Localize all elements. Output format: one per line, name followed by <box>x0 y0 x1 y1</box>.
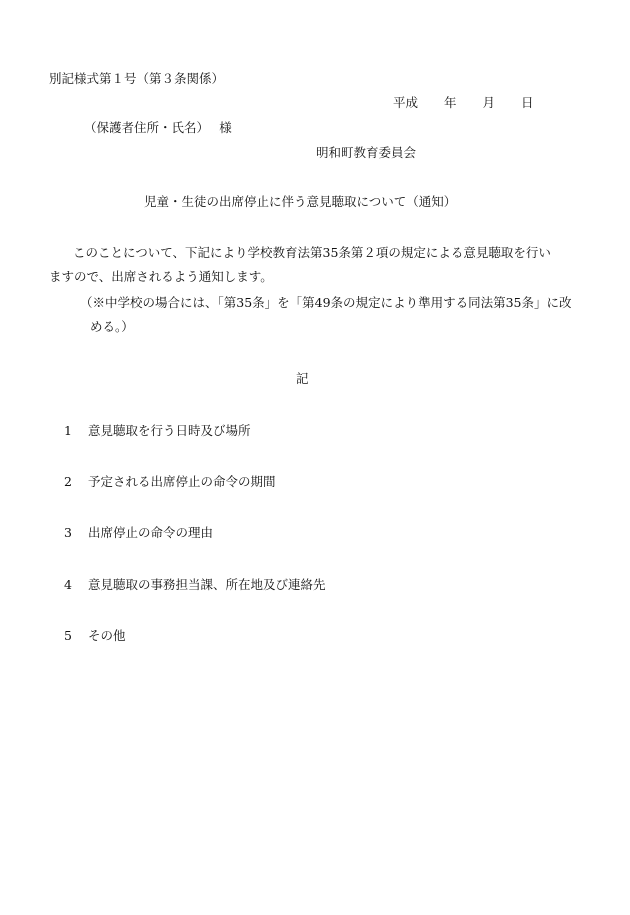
date-month: 月 <box>482 95 496 110</box>
body-line-1: このことについて、下記により学校教育法第35条第２項の規定による意見聴取を行い <box>73 245 551 260</box>
item-number: 2 <box>64 474 72 489</box>
item-number: 5 <box>64 628 72 643</box>
date-day: 日 <box>521 95 534 110</box>
list-item <box>64 425 251 438</box>
item-text: 意見聴取を行う日時及び場所 <box>88 423 251 438</box>
item-text: 意見聴取の事務担当課、所在地及び連絡先 <box>88 577 326 592</box>
list-item <box>64 476 276 489</box>
issuer: 明和町教育委員会 <box>316 145 417 160</box>
date-line <box>393 97 534 110</box>
ki-heading: 記 <box>296 371 309 386</box>
note-line-2: める。） <box>90 319 134 334</box>
item-text: その他 <box>88 628 126 643</box>
item-text: 予定される出席停止の命令の期間 <box>88 474 276 489</box>
body-line-2: ますので、出席されるよう通知します。 <box>49 269 273 284</box>
item-text: 出席停止の命令の理由 <box>88 525 214 540</box>
item-number: 4 <box>64 577 72 592</box>
date-era: 平成 <box>393 95 419 110</box>
item-number: 1 <box>64 423 72 438</box>
item-number: 3 <box>64 525 72 540</box>
date-year: 年 <box>444 95 457 110</box>
recipient: （保護者住所・氏名） 様 <box>84 120 232 135</box>
list-item <box>64 630 126 643</box>
list-item <box>64 579 326 592</box>
document-title: 児童・生徒の出席停止に伴う意見聴取について（通知） <box>144 194 457 209</box>
note-line-1: （※中学校の場合には、「第35条」を「第49条の規定により準用する同法第35条」に改 <box>80 295 572 310</box>
list-item <box>64 527 213 540</box>
form-label: 別記様式第１号（第３条関係） <box>49 71 225 86</box>
